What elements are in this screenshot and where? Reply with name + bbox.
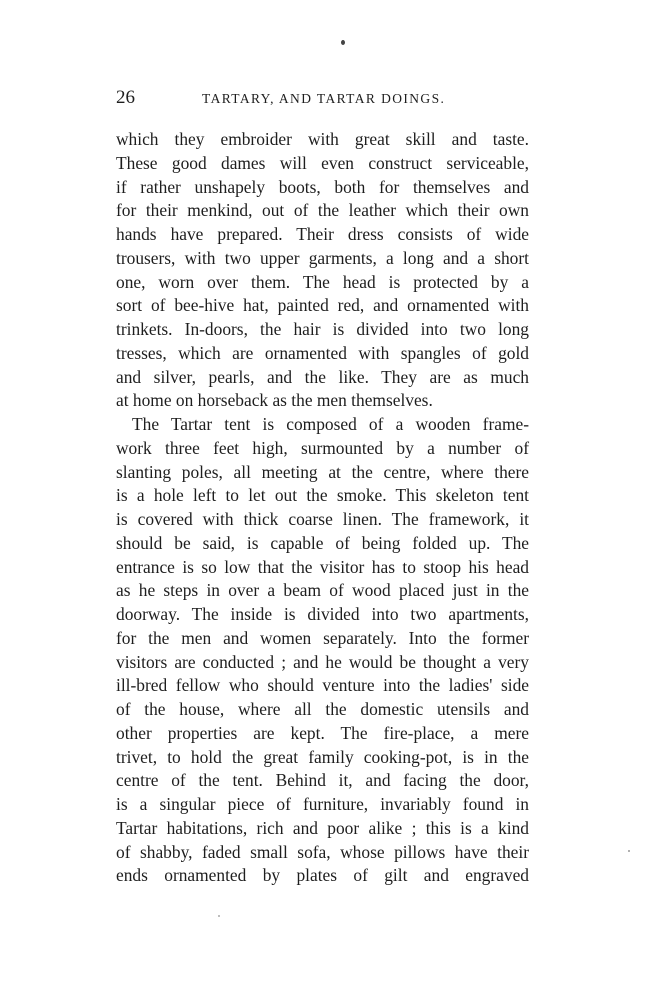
ink-speck	[218, 915, 220, 917]
text-line: and silver, pearls, and the like. They are as much	[116, 366, 529, 387]
text-line: other properties are kept. The fire-place, a mere	[116, 722, 529, 743]
text-line: which they embroider with great skill and taste.	[116, 129, 529, 149]
text-line: visitors are conducted ; and he would be thought a very	[116, 651, 529, 672]
text-line: These good dames will even construct serviceable,	[116, 152, 529, 173]
body-text	[116, 128, 529, 888]
text-line: if rather unshapely boots, both for themselves and	[116, 176, 529, 197]
ink-speck	[341, 40, 345, 45]
text-line: as he steps in over a beam of wood placed just in the	[116, 580, 529, 601]
text-line: The Tartar tent is composed of a wooden frame-	[132, 414, 529, 434]
text-line: centre of the tent. Behind it, and facing the door,	[116, 770, 529, 791]
text-line: ends ornamented by plates of gilt and engraved	[116, 865, 529, 886]
text-line: should be said, is capable of being folded up. The	[116, 532, 529, 553]
text-line: trivet, to hold the great family cooking-pot, is in the	[116, 746, 529, 767]
text-line: trousers, with two upper garments, a long and a short	[116, 247, 529, 268]
text-line: doorway. The inside is divided into two apartments,	[116, 604, 529, 624]
page-number: 26	[116, 87, 135, 108]
ink-speck	[628, 850, 630, 852]
running-head	[116, 86, 536, 110]
text-line: ill-bred fellow who should venture into the ladies' side	[116, 675, 529, 696]
text-line: sort of bee-hive hat, painted red, and ornamented with	[116, 295, 529, 316]
text-line: of shabby, faded small sofa, whose pillows have their	[116, 841, 529, 862]
text-line: is a singular piece of furniture, invariably found in	[116, 794, 529, 814]
text-line: tresses, which are ornamented with spangles of gold	[116, 342, 529, 363]
text-line: is covered with thick coarse linen. The framework, it	[116, 509, 529, 529]
text-line: entrance is so low that the visitor has to stoop his head	[116, 556, 529, 577]
text-line: slanting poles, all meeting at the centre, where there	[116, 461, 529, 482]
text-line: work three feet high, surmounted by a number of	[116, 437, 529, 458]
text-line: for the men and women separately. Into the former	[116, 627, 529, 648]
text-line: one, worn over them. The head is protected by a	[116, 271, 529, 292]
text-line: of the house, where all the domestic utensils and	[116, 699, 529, 719]
running-title: TARTARY, AND TARTAR DOINGS.	[202, 91, 446, 106]
text-line: at home on horseback as the men themselves.	[116, 390, 433, 411]
text-line: hands have prepared. Their dress consists of wide	[116, 224, 529, 244]
text-line: trinkets. In-doors, the hair is divided into two long	[116, 319, 529, 339]
text-line: Tartar habitations, rich and poor alike ; this is a kind	[116, 817, 529, 838]
text-line: for their menkind, out of the leather which their own	[116, 200, 529, 221]
text-line: is a hole left to let out the smoke. This skeleton tent	[116, 485, 529, 506]
